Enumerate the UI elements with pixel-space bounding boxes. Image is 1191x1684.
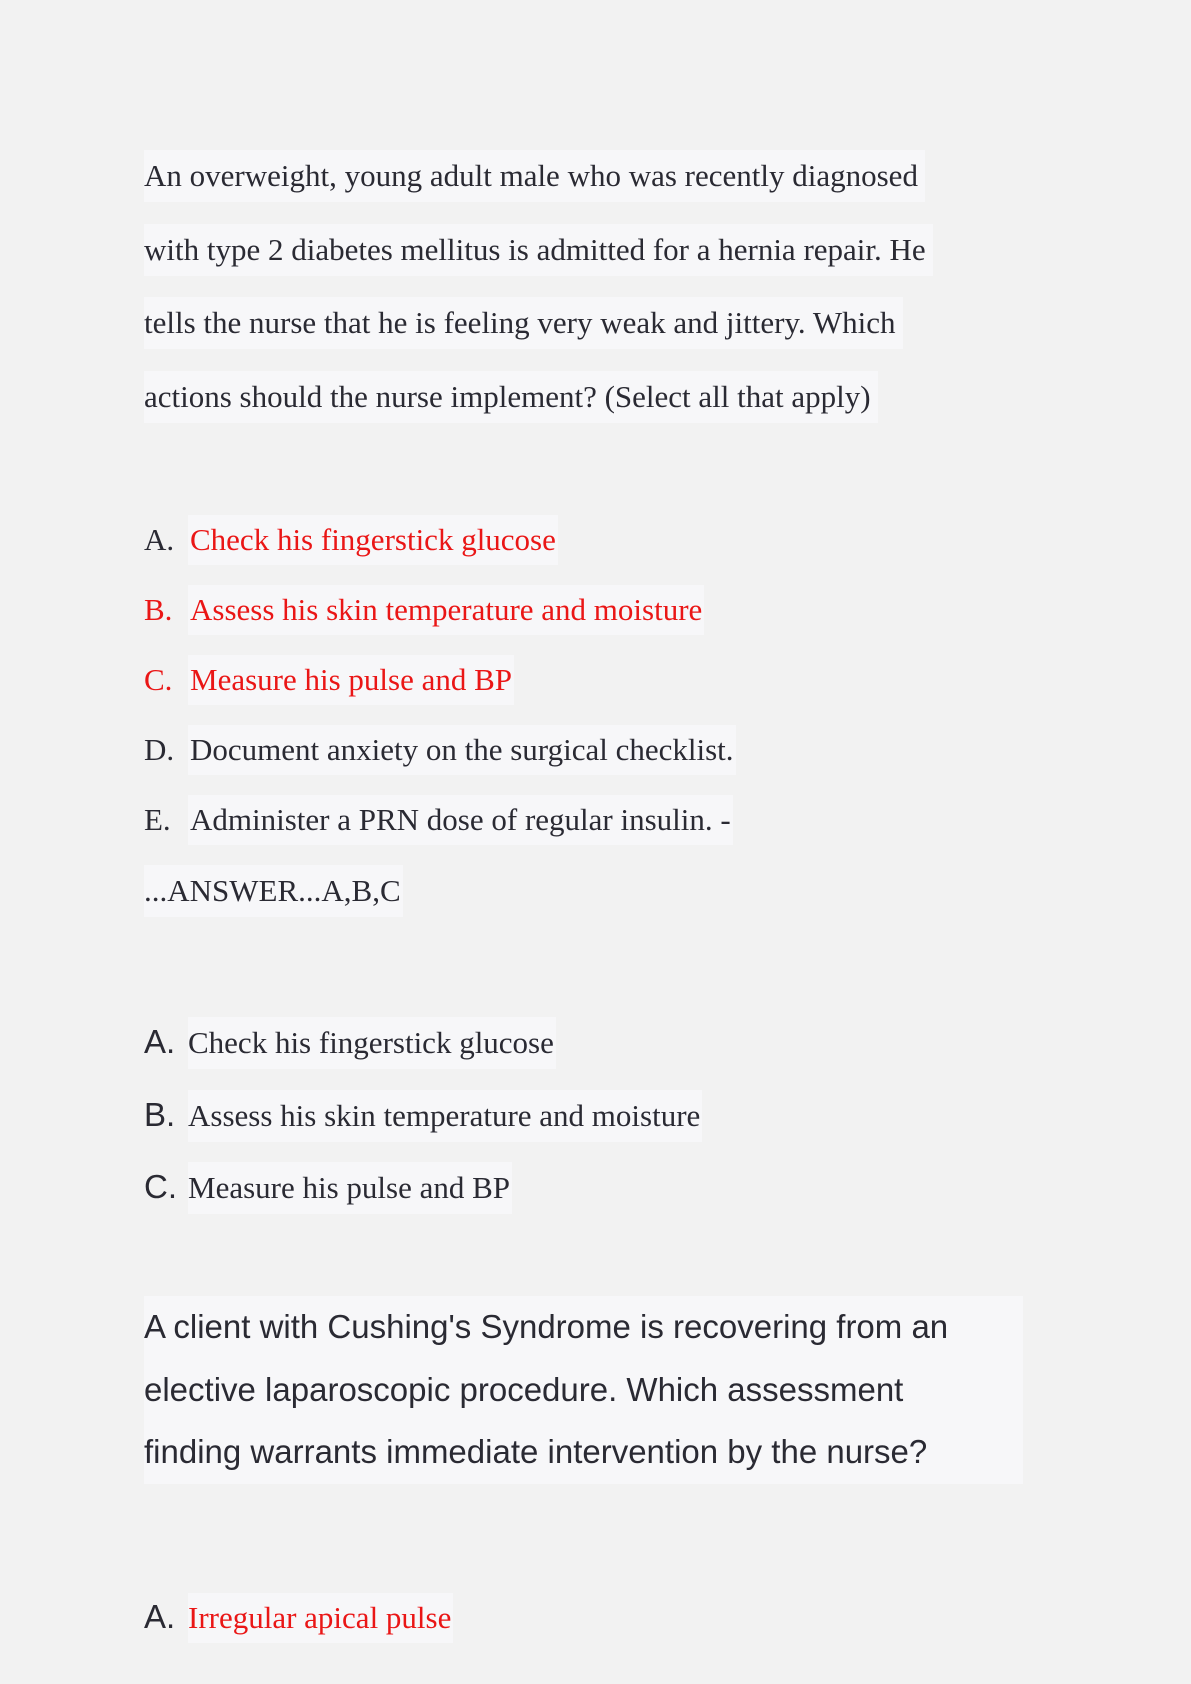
question-1-line: tells the nurse that he is feeling very weak and jittery. Which (144, 297, 903, 349)
question-2-options (144, 1592, 453, 1649)
question-2-stem (144, 1296, 1023, 1484)
option-d (144, 725, 736, 795)
answer-option-a (144, 1016, 702, 1089)
option-a (144, 515, 736, 585)
option-text: Irregular apical pulse (188, 1593, 453, 1643)
option-text: Check his fingerstick glucose (188, 1017, 556, 1069)
option-a (144, 1592, 453, 1649)
option-text: Measure his pulse and BP (188, 1162, 512, 1214)
option-text: Assess his skin temperature and moisture (188, 1090, 702, 1142)
answer-option-b (144, 1089, 702, 1162)
option-letter: A. (144, 1598, 176, 1635)
option-e (144, 795, 736, 865)
option-letter: B. (144, 1095, 176, 1133)
option-text: Assess his skin temperature and moisture (188, 585, 704, 635)
option-text: Measure his pulse and BP (188, 655, 514, 705)
question-1-stem (144, 150, 933, 444)
option-letter: A. (144, 1023, 176, 1060)
option-text: Check his fingerstick glucose (188, 515, 558, 565)
question-2-line: A client with Cushing's Syndrome is recovering from an (144, 1308, 949, 1345)
option-letter: E. (144, 802, 171, 837)
option-letter: C. (144, 662, 173, 697)
option-c (144, 655, 736, 725)
answer-text: ...ANSWER...A,B,C (144, 865, 403, 917)
answer-option-c (144, 1161, 702, 1234)
question-1-line: with type 2 diabetes mellitus is admitted for a hernia repair. He (144, 224, 933, 276)
question-2-line: elective laparoscopic procedure. Which assessment (144, 1370, 904, 1408)
option-text: Administer a PRN dose of regular insulin. - (188, 795, 733, 845)
option-letter: A. (144, 522, 175, 557)
option-b (144, 585, 736, 655)
question-1-options (144, 515, 736, 865)
question-2-line: finding warrants immediate intervention by the nurse? (144, 1433, 928, 1470)
option-letter: D. (144, 732, 175, 767)
answer-line (144, 865, 403, 917)
option-letter: B. (144, 592, 173, 627)
question-1-line: actions should the nurse implement? (Select all that apply) (144, 371, 878, 423)
option-letter: C. (144, 1168, 177, 1205)
answer-options (144, 1016, 702, 1234)
question-1-line: An overweight, young adult male who was recently diagnosed (144, 150, 925, 202)
option-text: Document anxiety on the surgical checklist. (188, 725, 736, 775)
